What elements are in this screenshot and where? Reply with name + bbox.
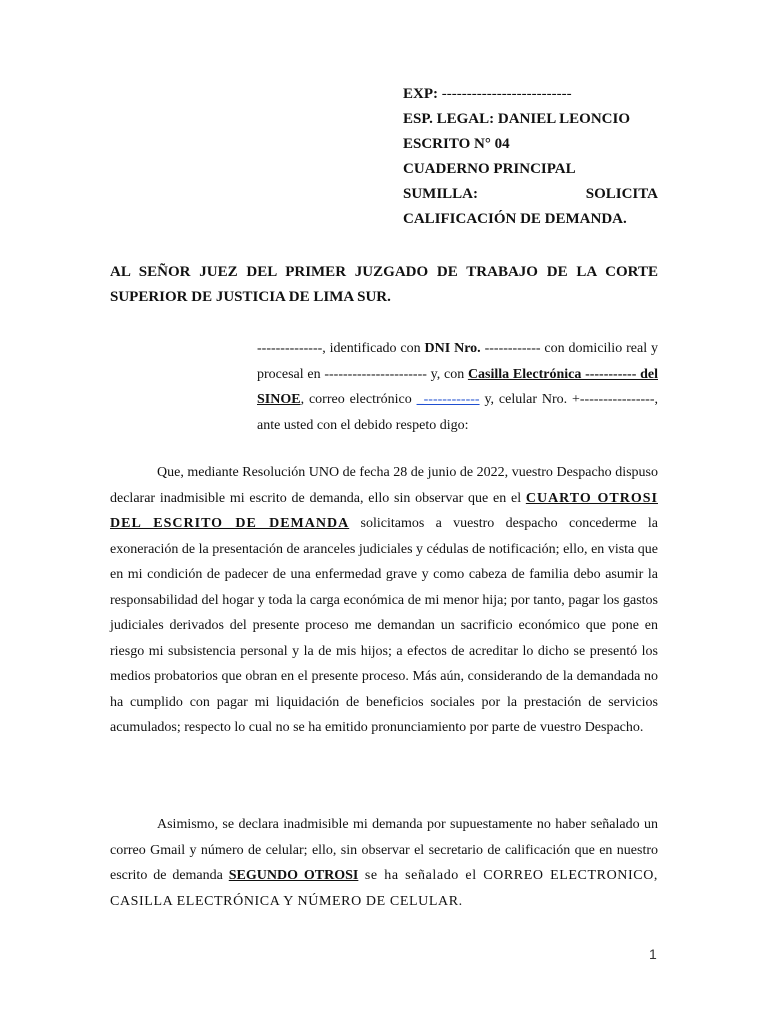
paragraph-1 <box>110 460 658 741</box>
addressee: AL SEÑOR JUEZ DEL PRIMER JUZGADO DE TRABAJO DE LA CORTE SUPERIOR DE JUSTICIA DE LIMA SUR. <box>110 264 658 305</box>
paragraph-2-text-a: Asimismo, se declara inadmisible mi demanda por supuestamente no haber señalado un correo Gmail y número de celular; ello, sin observar el secretario de calificación que en nuestro escrito de demanda <box>110 817 658 883</box>
dni-label: DNI Nro. <box>424 341 481 356</box>
ident-text-2: ------------ con domicilio real y procesal en ---------------------- y, con <box>257 341 658 382</box>
page-number: 1 <box>649 946 657 962</box>
paragraph-2-text-c: se ha señalado el CORREO ELECTRONICO, CASILLA ELECTRÓNICA Y NÚMERO DE CELULAR. <box>110 868 658 909</box>
segundo-otrosi: SEGUNDO OTROSI <box>228 868 359 883</box>
paragraph-1-text-a: Que, mediante Resolución UNO de fecha 28 de junio de 2022, vuestro Despacho dispuso declarar inadmisible mi escrito de demanda, ello sin observar que en el <box>110 465 658 506</box>
sumilla-value: SOLICITA <box>585 186 658 202</box>
cuarto-otrosi: CUARTO OTROSI DEL ESCRITO DE DEMANDA <box>110 490 658 531</box>
escrito-number: ESCRITO N° 04 <box>403 136 510 152</box>
identification-paragraph <box>257 336 658 438</box>
paragraph-2 <box>110 812 658 914</box>
paragraph-1-text-c: solicitamos a vuestro despacho concederme la exoneración de la presentación de aranceles judiciales y cédulas de notificación; ello, en vista que en mi condición de padecer de una enfermedad grave y como cabeza de familia debo asumir la responsabilidad del hogar y toda la carga económica de mi menor hija; por tanto, pagar los gastos judiciales derivados del presente proceso me demandan un sacrificio económico que pone en riesgo mi subsistencia personal y la de mis hijos; a efectos de acreditar lo dicho se presentó los medios probatorios que obran en el presente proceso. Más aún, considerando de la demandada no ha cumplido con pagar mi liquidación de beneficios sociales por la prestación de servicios acumulados; respecto lo cual no se ha emitido pronunciamiento por parte de vuestro Despacho. <box>110 516 658 735</box>
casilla-electronica: Casilla Electrónica ----------- del SINOE <box>257 366 658 407</box>
exp-line <box>403 82 658 107</box>
exp-label: EXP: <box>403 86 438 102</box>
exp-value: -------------------------- <box>441 86 572 102</box>
esp-legal-line: ESP. LEGAL: DANIEL LEONCIO <box>403 111 631 127</box>
email-link[interactable]: _------------ <box>416 392 480 407</box>
ident-text-3: , correo electrónico <box>300 392 417 407</box>
sumilla-line <box>403 182 658 207</box>
sumilla-line-2: CALIFICACIÓN DE DEMANDA. <box>403 211 627 227</box>
sumilla-label: SUMILLA: <box>403 186 479 202</box>
case-header <box>403 82 658 232</box>
cuaderno-line: CUADERNO PRINCIPAL <box>403 161 576 177</box>
ident-text-1: --------------, identificado con <box>257 341 425 356</box>
ident-text-4: y, celular Nro. +----------------, ante usted con el debido respeto digo: <box>257 392 658 433</box>
